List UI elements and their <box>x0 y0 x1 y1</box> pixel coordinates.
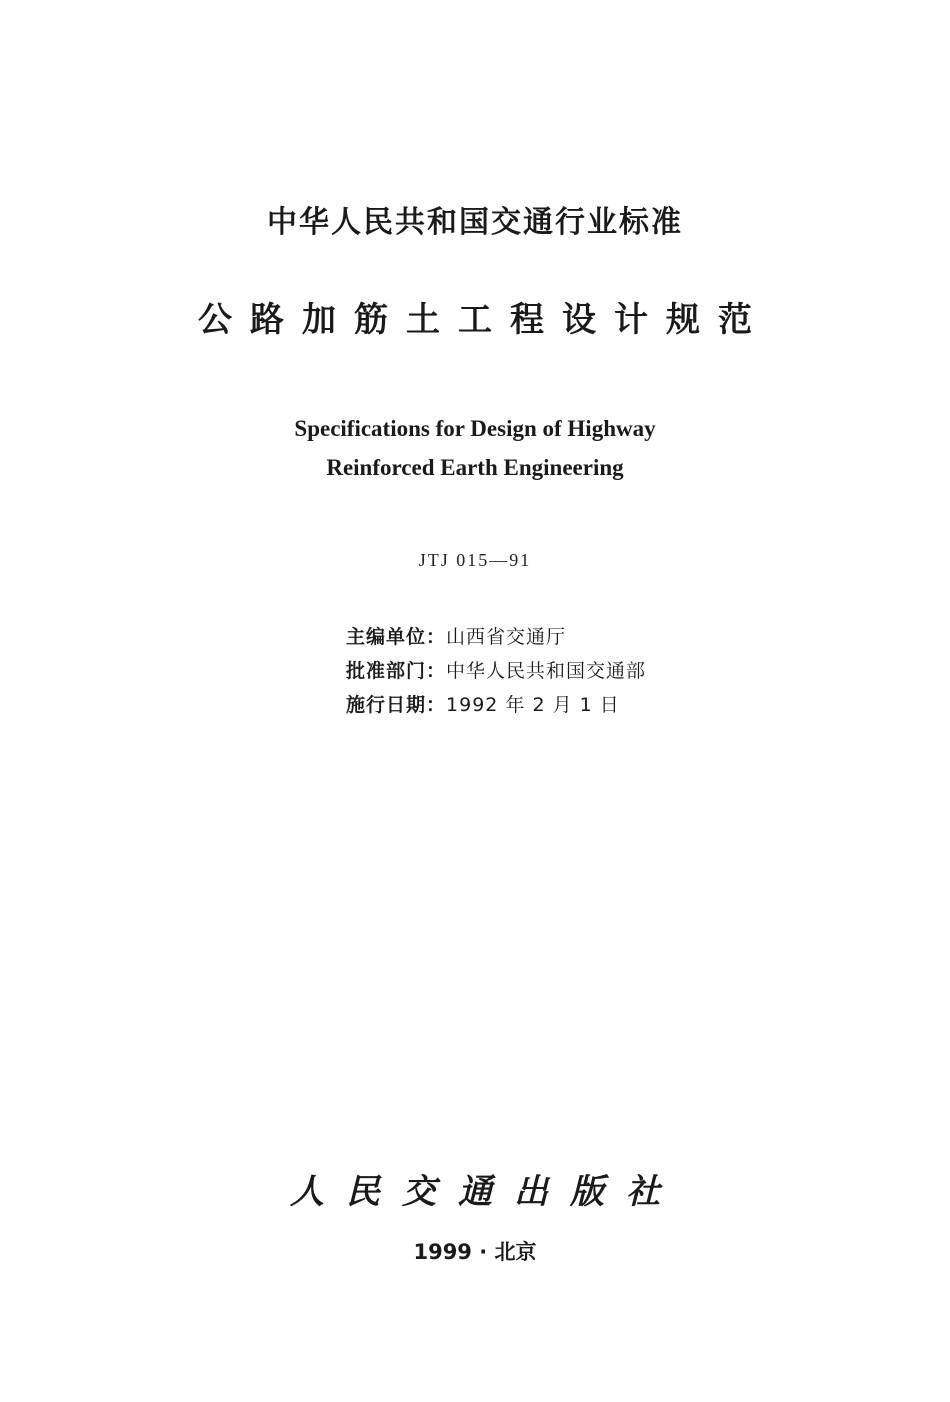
approver-row <box>346 654 646 688</box>
document-title-english-line-1: Specifications for Design of Highway <box>294 416 656 441</box>
standard-code: JTJ 015—91 <box>418 550 532 570</box>
document-title-chinese: 公路加筋土工程设计规范 <box>198 300 770 340</box>
editor-row <box>346 620 646 654</box>
document-metadata <box>346 620 646 722</box>
effective-date-row <box>346 688 646 722</box>
publication-year-place: 1999 · 北京 <box>413 1240 537 1264</box>
approver-value: 中华人民共和国交通部 <box>446 660 647 682</box>
editor-label: 主编单位： <box>346 626 447 648</box>
publisher-name: 人民交通出版社 <box>290 1172 682 1212</box>
industry-standard-heading: 中华人民共和国交通行业标准 <box>267 205 683 240</box>
editor-value: 山西省交通厅 <box>446 626 567 648</box>
approver-label: 批准部门： <box>346 660 447 682</box>
effective-date-value: 1992 年 2 月 1 日 <box>446 694 620 716</box>
effective-date-label: 施行日期： <box>346 694 447 716</box>
document-title-english-line-2: Reinforced Earth Engineering <box>326 455 624 480</box>
